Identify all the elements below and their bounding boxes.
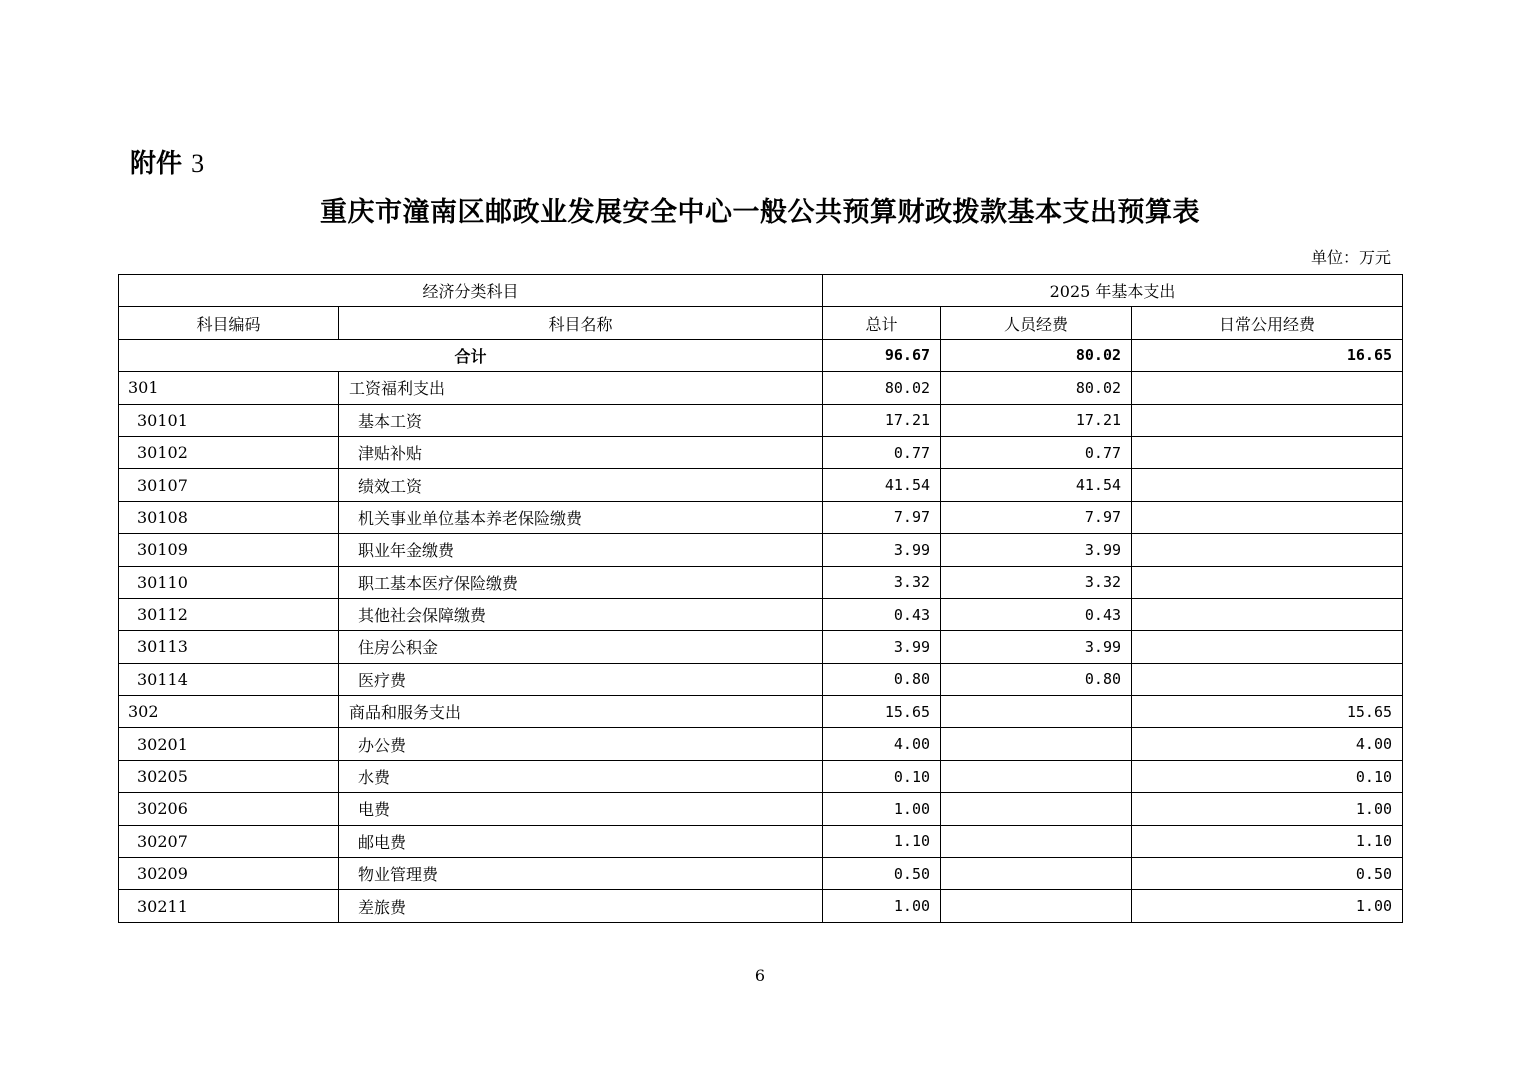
column-header-total: 总计 <box>823 307 941 339</box>
table-row <box>119 760 1403 792</box>
row-total: 3.32 <box>823 566 941 598</box>
row-name: 工资福利支出 <box>339 372 823 404</box>
row-public <box>1132 469 1403 501</box>
row-total: 0.77 <box>823 436 941 468</box>
row-personnel <box>941 890 1132 922</box>
table-row <box>119 825 1403 857</box>
row-code: 30206 <box>119 793 339 825</box>
row-public: 0.50 <box>1132 858 1403 890</box>
row-public: 4.00 <box>1132 728 1403 760</box>
column-header-code: 科目编码 <box>119 307 339 339</box>
row-total: 4.00 <box>823 728 941 760</box>
group-header-budget-year: 2025 年基本支出 <box>823 275 1403 307</box>
row-public: 1.00 <box>1132 793 1403 825</box>
row-name: 基本工资 <box>339 404 823 436</box>
row-name: 邮电费 <box>339 825 823 857</box>
row-public <box>1132 436 1403 468</box>
row-name: 职业年金缴费 <box>339 534 823 566</box>
row-name: 差旅费 <box>339 890 823 922</box>
row-public <box>1132 598 1403 630</box>
column-header-name: 科目名称 <box>339 307 823 339</box>
row-total: 0.50 <box>823 858 941 890</box>
total-label: 合计 <box>119 339 823 371</box>
row-personnel: 3.32 <box>941 566 1132 598</box>
row-personnel <box>941 793 1132 825</box>
row-personnel: 3.99 <box>941 534 1132 566</box>
group-header-row <box>119 275 1403 307</box>
table-row <box>119 631 1403 663</box>
attachment-label <box>130 143 204 180</box>
column-header-public: 日常公用经费 <box>1132 307 1403 339</box>
unit-label: 单位：万元 <box>1310 248 1391 267</box>
row-code: 301 <box>119 372 339 404</box>
budget-table <box>118 274 1403 923</box>
row-name: 机关事业单位基本养老保险缴费 <box>339 501 823 533</box>
total-sum: 96.67 <box>823 339 941 371</box>
row-personnel <box>941 760 1132 792</box>
table-row <box>119 436 1403 468</box>
row-personnel: 41.54 <box>941 469 1132 501</box>
table-row <box>119 696 1403 728</box>
row-code: 30113 <box>119 631 339 663</box>
column-header-row <box>119 307 1403 339</box>
row-code: 30211 <box>119 890 339 922</box>
row-public: 1.10 <box>1132 825 1403 857</box>
row-personnel: 17.21 <box>941 404 1132 436</box>
row-name: 水费 <box>339 760 823 792</box>
row-personnel: 0.43 <box>941 598 1132 630</box>
row-public <box>1132 404 1403 436</box>
row-code: 30101 <box>119 404 339 436</box>
row-code: 30109 <box>119 534 339 566</box>
table-row <box>119 890 1403 922</box>
total-personnel: 80.02 <box>941 339 1132 371</box>
row-total: 17.21 <box>823 404 941 436</box>
row-code: 302 <box>119 696 339 728</box>
row-personnel <box>941 825 1132 857</box>
row-code: 30102 <box>119 436 339 468</box>
row-public <box>1132 566 1403 598</box>
attachment-prefix: 附件 <box>130 149 183 179</box>
row-personnel <box>941 858 1132 890</box>
row-public: 1.00 <box>1132 890 1403 922</box>
group-header-economic: 经济分类科目 <box>119 275 823 307</box>
row-total: 80.02 <box>823 372 941 404</box>
row-code: 30114 <box>119 663 339 695</box>
row-total: 1.00 <box>823 890 941 922</box>
row-name: 电费 <box>339 793 823 825</box>
row-public: 15.65 <box>1132 696 1403 728</box>
total-public: 16.65 <box>1132 339 1403 371</box>
row-public <box>1132 631 1403 663</box>
row-total: 3.99 <box>823 631 941 663</box>
row-personnel: 3.99 <box>941 631 1132 663</box>
table-row <box>119 858 1403 890</box>
row-total: 3.99 <box>823 534 941 566</box>
row-total: 1.10 <box>823 825 941 857</box>
row-public <box>1132 501 1403 533</box>
row-personnel: 7.97 <box>941 501 1132 533</box>
row-name: 职工基本医疗保险缴费 <box>339 566 823 598</box>
row-public <box>1132 372 1403 404</box>
row-code: 30205 <box>119 760 339 792</box>
table-row <box>119 404 1403 436</box>
table-row <box>119 566 1403 598</box>
row-code: 30201 <box>119 728 339 760</box>
row-code: 30209 <box>119 858 339 890</box>
row-public: 0.10 <box>1132 760 1403 792</box>
row-total: 7.97 <box>823 501 941 533</box>
table-row <box>119 663 1403 695</box>
row-name: 其他社会保障缴费 <box>339 598 823 630</box>
row-personnel <box>941 696 1132 728</box>
row-name: 办公费 <box>339 728 823 760</box>
row-total: 15.65 <box>823 696 941 728</box>
row-total: 41.54 <box>823 469 941 501</box>
table-row <box>119 534 1403 566</box>
row-code: 30207 <box>119 825 339 857</box>
table-row <box>119 501 1403 533</box>
row-code: 30110 <box>119 566 339 598</box>
row-total: 1.00 <box>823 793 941 825</box>
table-row <box>119 469 1403 501</box>
row-code: 30107 <box>119 469 339 501</box>
row-personnel: 0.80 <box>941 663 1132 695</box>
attachment-number: 3 <box>191 149 205 178</box>
row-total: 0.80 <box>823 663 941 695</box>
table-row <box>119 793 1403 825</box>
row-personnel: 80.02 <box>941 372 1132 404</box>
document-title: 重庆市潼南区邮政业发展安全中心一般公共预算财政拨款基本支出预算表 <box>320 197 1200 228</box>
total-row <box>119 339 1403 371</box>
row-public <box>1132 534 1403 566</box>
row-total: 0.43 <box>823 598 941 630</box>
row-total: 0.10 <box>823 760 941 792</box>
row-personnel <box>941 728 1132 760</box>
row-name: 商品和服务支出 <box>339 696 823 728</box>
row-code: 30108 <box>119 501 339 533</box>
row-public <box>1132 663 1403 695</box>
row-name: 医疗费 <box>339 663 823 695</box>
row-name: 物业管理费 <box>339 858 823 890</box>
page-number: 6 <box>754 966 766 985</box>
column-header-personnel: 人员经费 <box>941 307 1132 339</box>
row-name: 津贴补贴 <box>339 436 823 468</box>
row-name: 绩效工资 <box>339 469 823 501</box>
table-row <box>119 372 1403 404</box>
row-personnel: 0.77 <box>941 436 1132 468</box>
row-code: 30112 <box>119 598 339 630</box>
table-row <box>119 598 1403 630</box>
row-name: 住房公积金 <box>339 631 823 663</box>
table-row <box>119 728 1403 760</box>
